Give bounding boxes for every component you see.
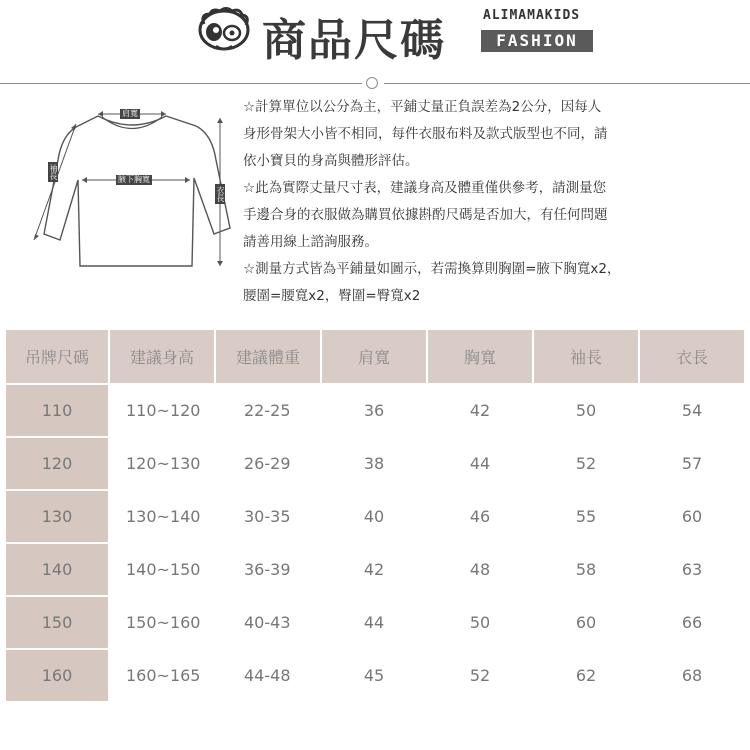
table-row — [6, 438, 744, 489]
cell-sleeve: 60 — [534, 597, 638, 648]
page-title: 商品尺碼 — [262, 15, 446, 66]
note-line: 手邊合身的衣服做為購買依據斟酌尺碼是否加大，有任何問題 — [243, 207, 608, 223]
cell-size: 110 — [6, 385, 108, 436]
cell-shoulder: 40 — [322, 491, 426, 542]
shirt-outline-icon — [20, 100, 242, 280]
cell-weight: 44-48 — [216, 650, 320, 701]
cell-size: 130 — [6, 491, 108, 542]
body-length-label: 衣長 — [216, 186, 225, 202]
cell-size: 140 — [6, 544, 108, 595]
cell-chest: 46 — [428, 491, 532, 542]
table-row — [6, 491, 744, 542]
divider-circle-icon — [366, 77, 378, 89]
cell-weight: 40-43 — [216, 597, 320, 648]
cell-weight: 22-25 — [216, 385, 320, 436]
cell-chest: 50 — [428, 597, 532, 648]
header-tag-size: 吊牌尺碼 — [6, 330, 108, 383]
chest-width-label: 腋下胸寬 — [118, 175, 150, 184]
cell-shoulder: 45 — [322, 650, 426, 701]
cell-chest: 52 — [428, 650, 532, 701]
cell-shoulder: 36 — [322, 385, 426, 436]
cell-height: 160~165 — [110, 650, 214, 701]
header-weight: 建議體重 — [216, 330, 320, 383]
table-row — [6, 544, 744, 595]
cell-chest: 48 — [428, 544, 532, 595]
cell-sleeve: 52 — [534, 438, 638, 489]
cell-size: 160 — [6, 650, 108, 701]
table-row — [6, 597, 744, 648]
cell-height: 140~150 — [110, 544, 214, 595]
note-line: 身形骨架大小皆不相同，每件衣服布料及款式版型也不同，請 — [243, 126, 608, 142]
size-notes — [243, 94, 743, 310]
brand-name: ALIMAMAKIDS — [483, 8, 581, 23]
note-line: ☆計算單位以公分為主，平鋪丈量正負誤差為2公分，因每人 — [243, 99, 602, 115]
header-length: 衣長 — [640, 330, 744, 383]
note-line: 請善用線上諮詢服務。 — [243, 234, 378, 250]
header-height: 建議身高 — [110, 330, 214, 383]
cell-height: 150~160 — [110, 597, 214, 648]
divider-line-left — [0, 83, 362, 84]
cell-length: 60 — [640, 491, 744, 542]
table-header-row — [6, 330, 744, 383]
cell-length: 68 — [640, 650, 744, 701]
header-shoulder: 肩寬 — [322, 330, 426, 383]
header-chest: 胸寬 — [428, 330, 532, 383]
note-line: 依小寶貝的身高與體形評估。 — [243, 153, 419, 169]
sheep-logo-icon — [196, 6, 252, 58]
cell-weight: 30-35 — [216, 491, 320, 542]
cell-chest: 42 — [428, 385, 532, 436]
cell-length: 63 — [640, 544, 744, 595]
cell-size: 150 — [6, 597, 108, 648]
note-line: 腰圍=腰寬x2，臀圍=臀寬x2 — [243, 288, 421, 304]
cell-weight: 26-29 — [216, 438, 320, 489]
cell-chest: 44 — [428, 438, 532, 489]
note-line: ☆測量方式皆為平鋪量如圖示，若需換算則胸圍=腋下胸寬x2， — [243, 261, 621, 277]
cell-sleeve: 58 — [534, 544, 638, 595]
cell-sleeve: 50 — [534, 385, 638, 436]
cell-weight: 36-39 — [216, 544, 320, 595]
shirt-diagram — [20, 100, 242, 280]
note-line: ☆此為實際丈量尺寸表，建議身高及體重僅供參考，請測量您 — [243, 180, 607, 196]
cell-height: 130~140 — [110, 491, 214, 542]
cell-height: 110~120 — [110, 385, 214, 436]
sleeve-length-label: 袖長 — [49, 164, 58, 180]
divider-line-right — [384, 83, 750, 84]
header-sleeve: 袖長 — [534, 330, 638, 383]
cell-shoulder: 44 — [322, 597, 426, 648]
cell-length: 66 — [640, 597, 744, 648]
table-row — [6, 385, 744, 436]
cell-length: 57 — [640, 438, 744, 489]
cell-shoulder: 38 — [322, 438, 426, 489]
cell-size: 120 — [6, 438, 108, 489]
size-table — [4, 328, 746, 703]
cell-sleeve: 62 — [534, 650, 638, 701]
shoulder-width-label: 肩寬 — [122, 109, 138, 118]
table-row — [6, 650, 744, 701]
fashion-badge: FASHION — [481, 30, 593, 52]
cell-height: 120~130 — [110, 438, 214, 489]
cell-length: 54 — [640, 385, 744, 436]
cell-shoulder: 42 — [322, 544, 426, 595]
page-header — [0, 0, 750, 70]
cell-sleeve: 55 — [534, 491, 638, 542]
